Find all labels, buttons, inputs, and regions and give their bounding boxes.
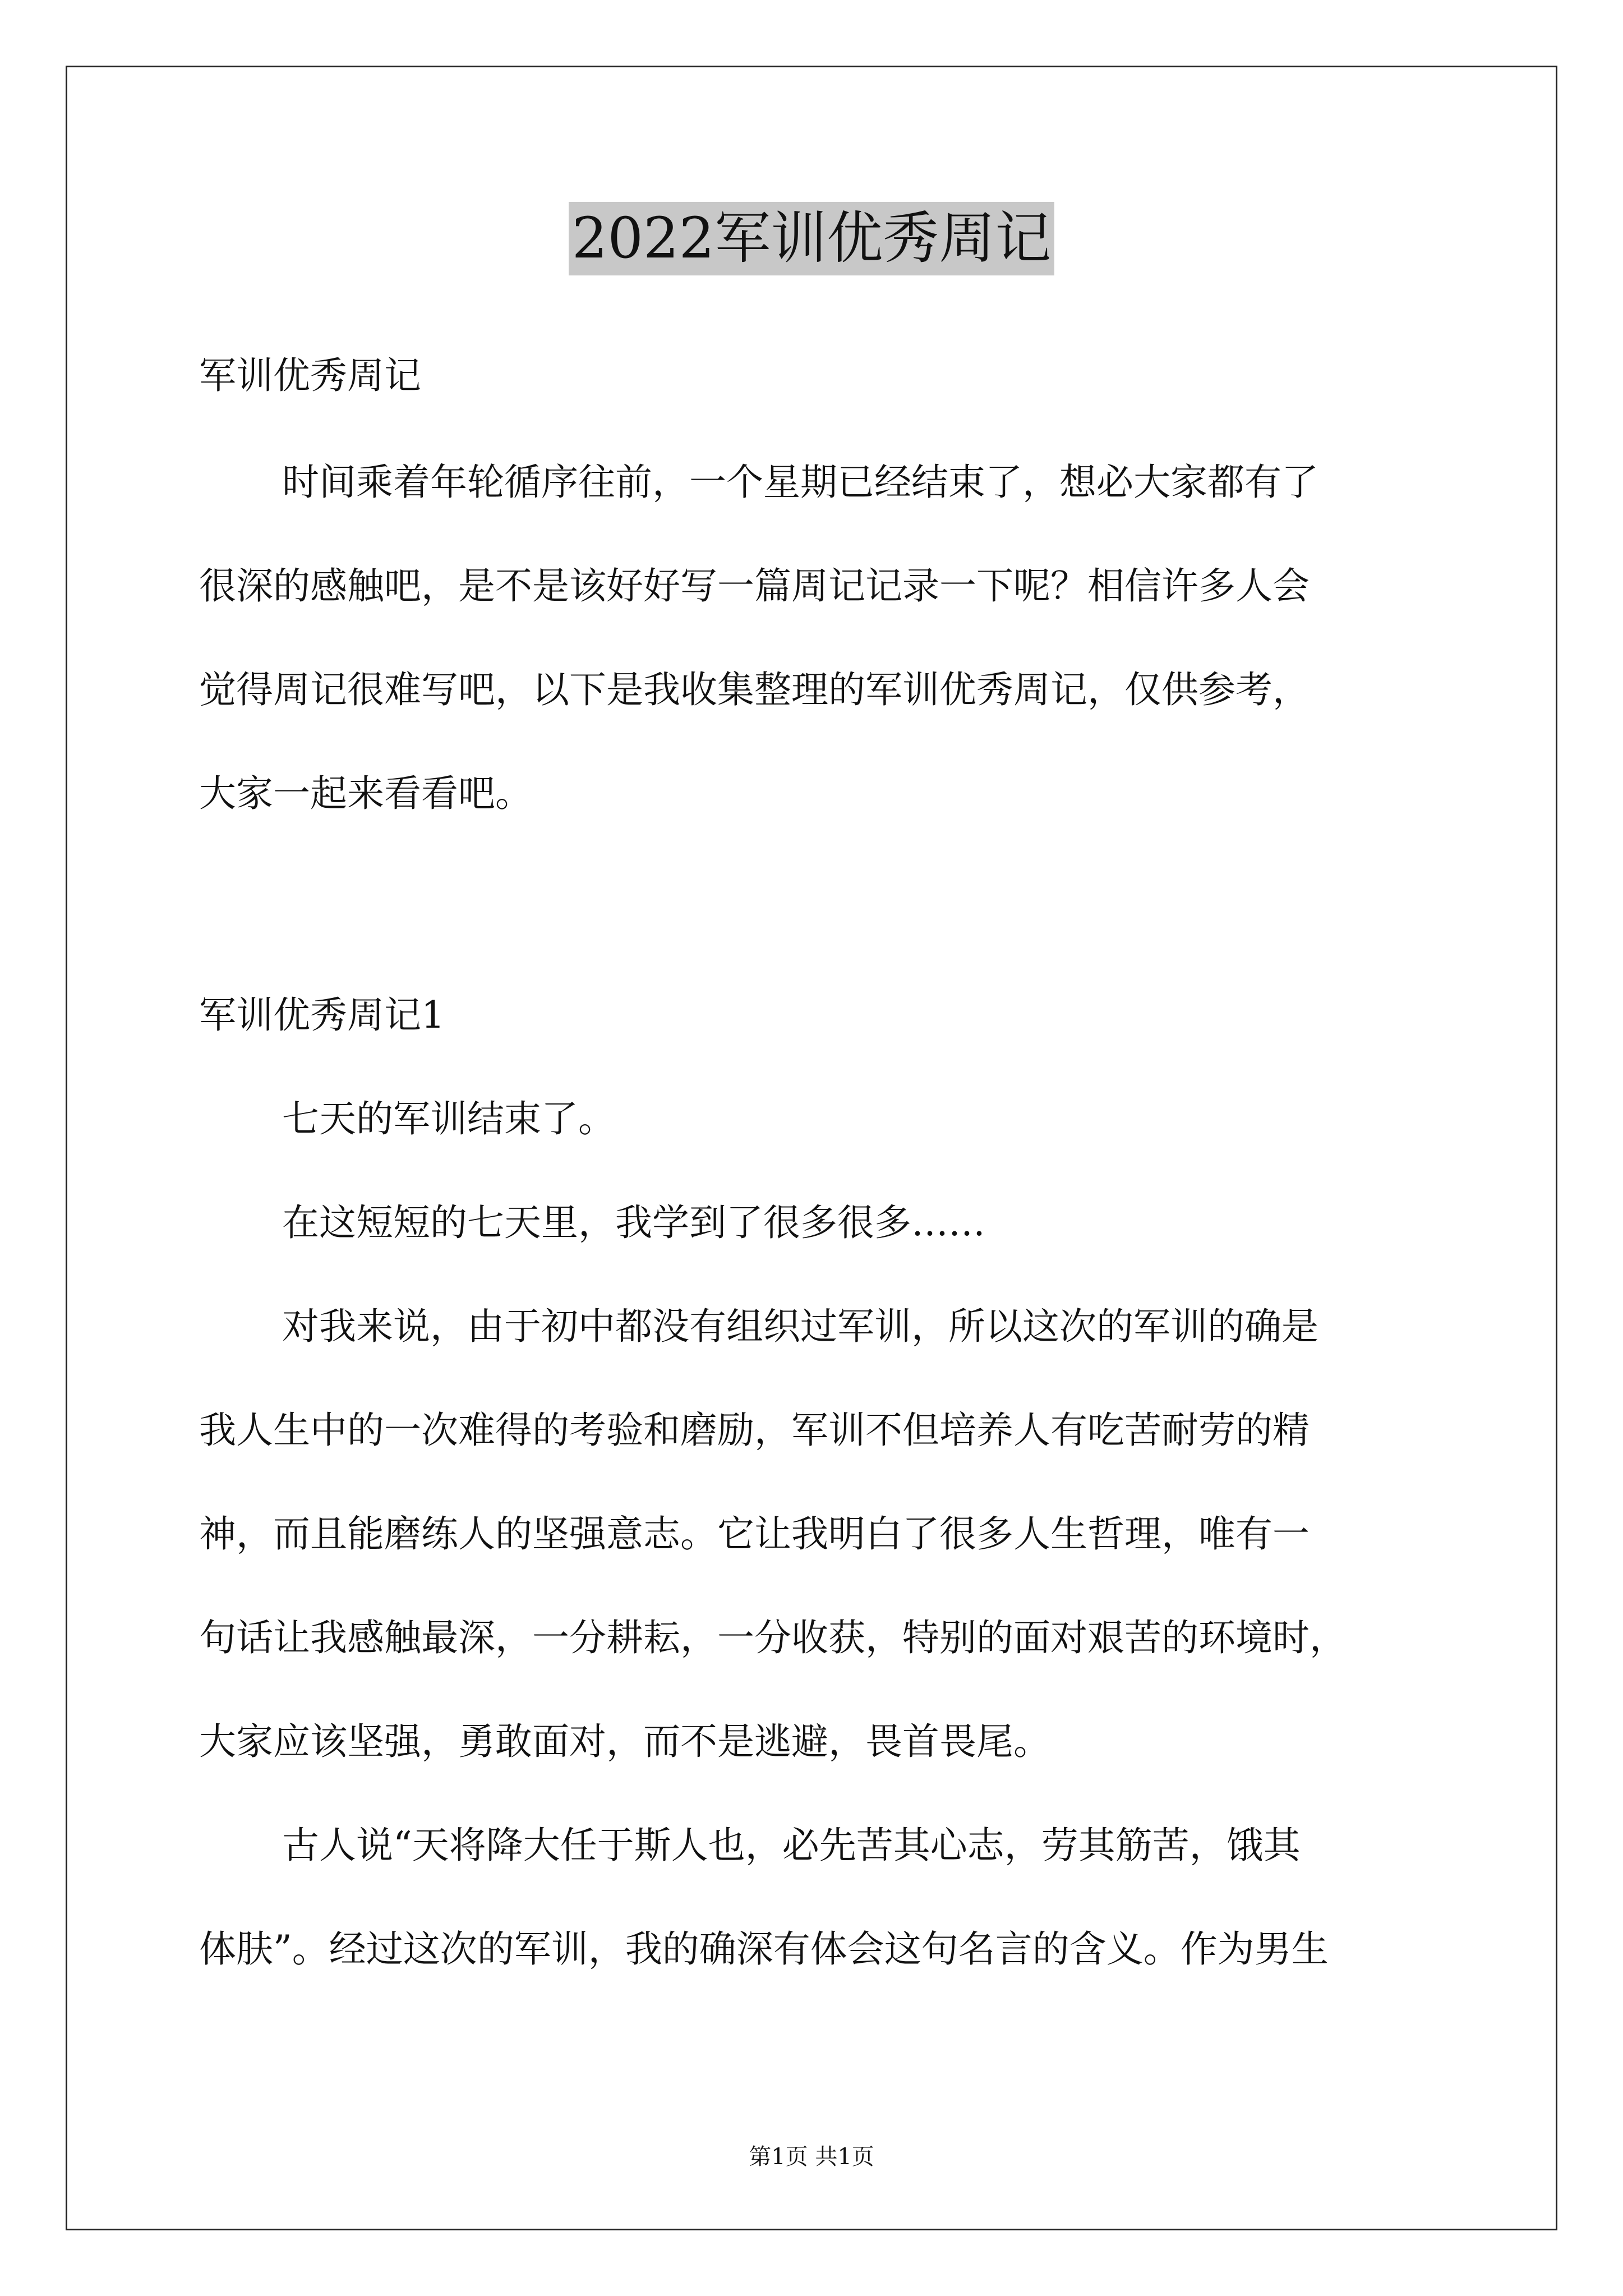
section-heading: 军训优秀周记1 xyxy=(199,993,445,1037)
intro-line: 很深的感触吧，是不是该好好写一篇周记记录一下呢？相信许多人会 xyxy=(199,564,1310,608)
paragraph-line: 体肤”。经过这次的军训，我的确深有体会这句名言的含义。作为男生 xyxy=(199,1927,1329,1971)
paragraph-line: 古人说“天将降大任于斯人也，必先苦其心志，劳其筋苦，饿其 xyxy=(282,1824,1301,1867)
intro-line: 时间乘着年轮循序往前，一个星期已经结束了，想必大家都有了 xyxy=(282,461,1318,504)
intro-heading: 军训优秀周记 xyxy=(199,354,421,397)
paragraph-line: 大家应该坚强，勇敢面对，而不是逃避，畏首畏尾。 xyxy=(199,1720,1050,1763)
paragraph-line: 七天的军训结束了。 xyxy=(282,1097,615,1140)
paragraph-line: 句话让我感触最深，一分耕耘，一分收获，特别的面对艰苦的环境时， xyxy=(199,1616,1347,1659)
intro-line: 觉得周记很难写吧，以下是我收集整理的军训优秀周记，仅供参考， xyxy=(199,668,1310,711)
intro-line: 大家一起来看看吧。 xyxy=(199,772,532,815)
paragraph-line: 对我来说，由于初中都没有组织过军训，所以这次的军训的确是 xyxy=(282,1305,1318,1348)
paragraph-line: 我人生中的一次难得的考验和磨励，军训不但培养人有吃苦耐劳的精 xyxy=(199,1409,1310,1452)
document-title: 2022军训优秀周记 xyxy=(0,199,1623,278)
page-footer: 第1页 共1页 xyxy=(749,2144,874,2170)
paragraph-line: 神，而且能磨练人的坚强意志。它让我明白了很多人生哲理，唯有一 xyxy=(199,1512,1310,1556)
paragraph-line: 在这短短的七天里，我学到了很多很多…… xyxy=(282,1201,985,1244)
